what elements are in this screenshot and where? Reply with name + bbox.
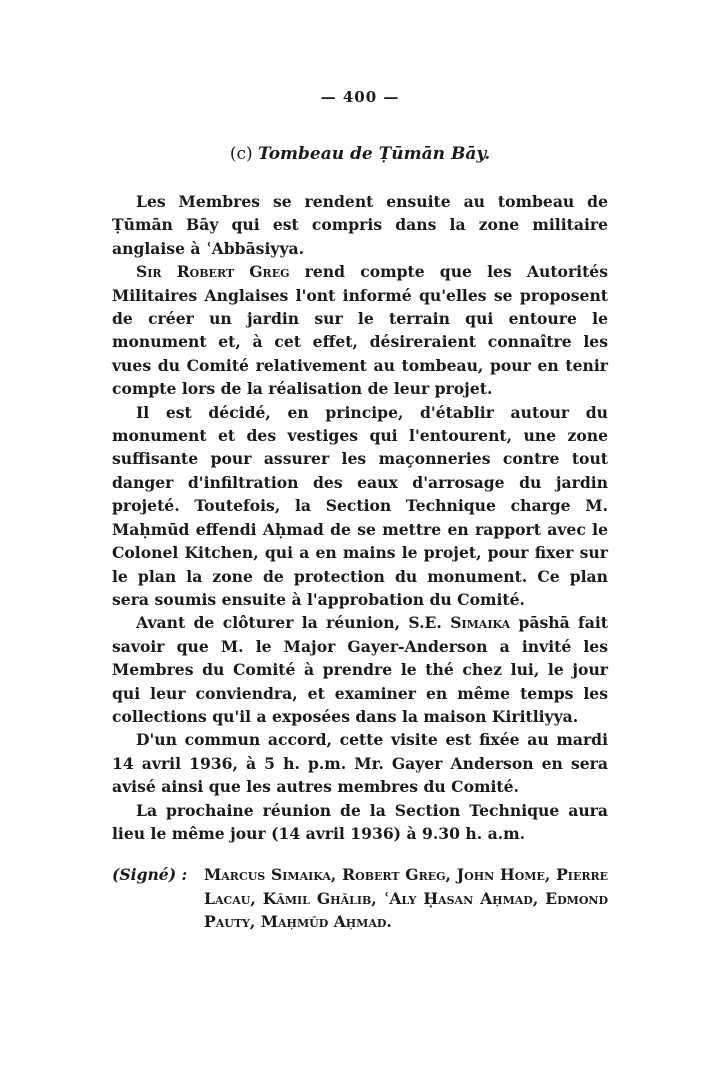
paragraph-4-name: Simaika	[450, 613, 511, 633]
section-heading	[112, 144, 608, 164]
section-title: Tombeau de Ṭūmān Bāy.	[258, 144, 491, 164]
paragraph-4-pre: Avant de clôturer la réunion, S.E.	[136, 613, 451, 633]
signature-block	[112, 863, 608, 933]
paragraph-1	[112, 190, 608, 260]
document-page	[112, 88, 608, 934]
paragraph-1-text: Les Membres se rendent ensuite au tombeau de Ṭūmān Bāy qui est compris dans la zone militaire anglaise à ʿAbbāsiyya.	[112, 192, 608, 258]
paragraph-4-text: pāshā fait savoir que M. le Major Gayer-Anderson a invité les Membres du Comité à prendre le thé chez lui, le jour qui leur conviendra, et examiner en même temps les collections qu'il a exposées dans la maison Kiritliyya.	[112, 613, 608, 726]
paragraph-6	[112, 799, 608, 846]
paragraph-6-text: La prochaine réunion de la Section Technique aura lieu le même jour (14 avril 1936) à 9.30 h. a.m.	[112, 800, 608, 843]
paragraph-5-text: D'un commun accord, cette visite est fixée au mardi 14 avril 1936, à 5 h. p.m. Mr. Gayer Anderson en sera avisé ainsi que les autres membres du Comité.	[112, 730, 608, 797]
paragraph-2-lead-name: Sir Robert Greg	[136, 262, 290, 282]
signature-label: (Signé) :	[112, 865, 188, 885]
paragraph-5	[112, 728, 608, 798]
paragraph-2	[112, 260, 608, 400]
section-label: (c)	[229, 144, 253, 164]
signature-names: Marcus Simaika, Robert Greg, John Home, Pierre Lacau, Kāmil Ghālib, ʿAly Ḥasan Aḥmad, Edmond Pauty, Maḥmūd Aḥmad.	[204, 865, 608, 932]
paragraph-3	[112, 401, 608, 612]
page-number: — 400 —	[320, 88, 400, 106]
paragraph-4	[112, 611, 608, 728]
paragraph-3-text: Il est décidé, en principe, d'établir autour du monument et des vestiges qui l'entourent, une zone suffisante pour assurer les maçonneries contre tout danger d'infiltration des eaux d'arrosage du jardin projeté. Toutefois, la Section Technique charge M. Maḥmūd effendi Aḥmad de se mettre en rapport avec le Colonel Kitchen, qui a en mains le projet, pour fixer sur le plan la zone de protection du monument. Ce plan sera soumis ensuite à l'approbation du Comité.	[112, 402, 608, 609]
paragraph-2-text: rend compte que les Autorités Militaires Anglaises l'ont informé qu'elles se proposent de créer un jardin sur le terrain qui entoure le monument et, à cet effet, désireraient connaître les vues du Comité relativement au tombeau, pour en tenir compte lors de la réalisation de leur projet.	[112, 262, 608, 399]
